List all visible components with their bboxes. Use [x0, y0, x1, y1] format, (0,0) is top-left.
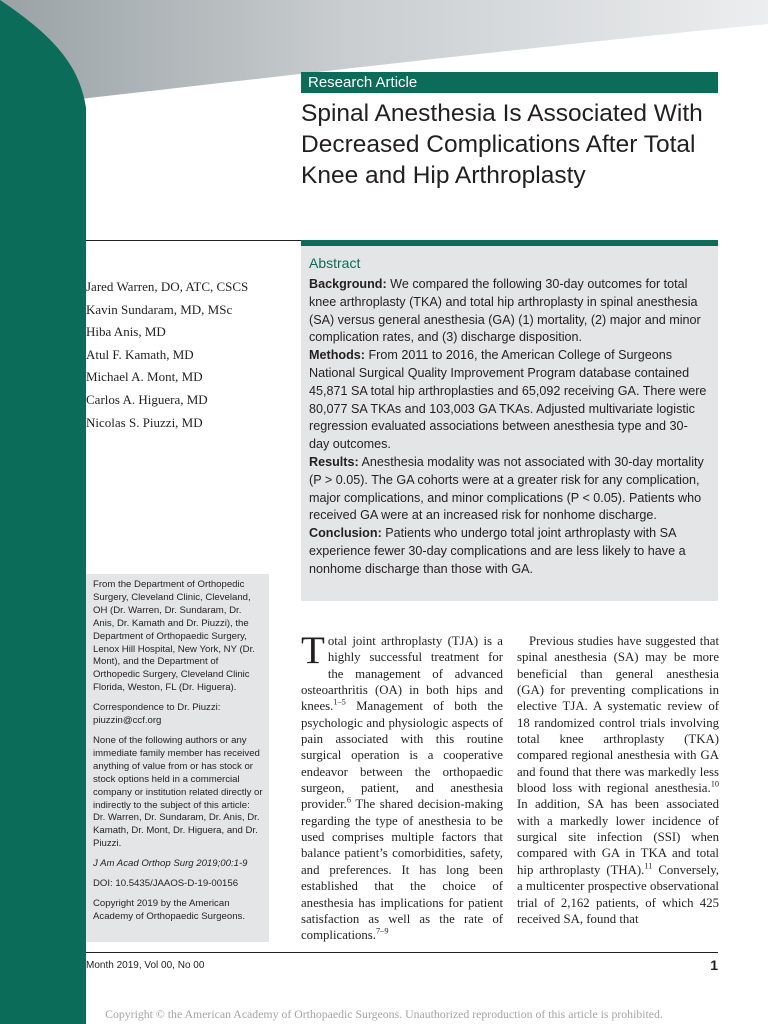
copyright-watermark: Copyright © the American Academy of Orthopaedic Surgeons. Unauthorized reproduction of this article is prohibited. [105, 1007, 663, 1021]
affiliation-note: From the Department of Orthopedic Surgery, Cleveland Clinic, Cleveland, OH (Dr. Warren, Dr. Sundaram, Dr. Anis, Dr. Kamath and Dr. Piuzzi), the Department of Orthopaedic Surgery, Lenox Hill Hospital, New York, NY (Dr. Mont), and the Department of Orthopedic Surgery, Cleveland Clinic Florida, Weston, FL (Dr. Higuera). [93, 579, 255, 694]
abstract-conclusion [309, 525, 708, 578]
reference-marker: 7–9 [376, 926, 389, 936]
author-name: Kavin Sundaram, MD, MSc [86, 301, 233, 317]
journal-citation: J Am Acad Orthop Surg 2019;00:1-9 [93, 858, 248, 870]
abstract-methods-label: Methods: [309, 348, 365, 363]
abstract-results-text: Anesthesia modality was not associated with 30-day mortality (P > 0.05). The GA cohorts were at a greater risk for any complication, major complications, and minor complications (P < 0.05). Patients who received GA were at an increased risk for nonhome discharge. [309, 454, 704, 523]
body-paragraph [301, 629, 503, 944]
article-info-sidebar [86, 574, 269, 942]
body-column-1 [301, 629, 503, 944]
doi-note: DOI: 10.5435/JAAOS-D-19-00156 [93, 878, 239, 890]
abstract-background-text: We compared the following 30-day outcomes for total knee arthroplasty (TKA) and total hip arthroplasty in spinal anesthesia (SA) versus general anesthesia (GA) (1) mortality, (2) major and minor complication rates, and (3) discharge disposition. [309, 277, 701, 345]
body-text: In addition, SA has been associated with a markedly lower incidence of surgical site infection (SSI) when compared with GA in TKA and total hip arthroplasty (THA). [517, 797, 719, 877]
author-name: Michael A. Mont, MD [86, 369, 203, 385]
drop-cap: T [301, 629, 325, 672]
issue-info: Month 2019, Vol 00, No 00 [86, 960, 205, 971]
body-text: otal joint arthroplasty (TJA) is a highly successful treatment for the management of advanced osteoarthritis (OA) in both hips and knees. [301, 634, 503, 714]
body-text: Management of both the psychologic and physiologic aspects of pain associated with this routine surgical operation is a cooperative endeavor between the orthopaedic surgeon, patient, and anesthesia provider. [301, 699, 503, 812]
article-type-label: Research Article [301, 72, 718, 93]
abstract-background [309, 276, 708, 347]
abstract-results-label: Results: [309, 454, 359, 469]
abstract-panel [301, 246, 718, 601]
disclosure-note: None of the following authors or any immediate family member has received anything of value from or has stock or stock options held in a commercial company or institution related directly or indirectly to the subject of this article: Dr. Warren, Dr. Sundaram, Dr. Anis, Dr. Kamath, Dr. Mont, Dr. Higuera, and Dr. Piuzzi. [93, 734, 263, 850]
article-title: Spinal Anesthesia Is Associated With Decreased Complications After Total Knee and Hip Arthroplasty [301, 100, 703, 189]
body-column-2 [517, 633, 719, 927]
header-rule [86, 240, 301, 241]
abstract-methods-text: From 2011 to 2016, the American College of Surgeons National Surgical Quality Improvement Program database contained 45,871 SA total hip arthroplasties and 65,092 receiving GA. There were 80,077 SA TKAs and 103,003 GA TKAs. Adjusted multivariate logistic regression evaluated associations between anesthesia type and 30-day outcomes. [309, 348, 707, 452]
abstract-conclusion-text: Patients who undergo total joint arthroplasty with SA experience fewer 30-day complications and are less likely to have a nonhome discharge than those with GA. [309, 526, 686, 576]
author-name: Nicolas S. Piuzzi, MD [86, 414, 203, 430]
author-name: Atul F. Kamath, MD [86, 346, 194, 362]
author-name: Hiba Anis, MD [86, 324, 166, 340]
abstract-results [309, 454, 708, 525]
left-green-band [0, 0, 86, 1024]
copyright-note: Copyright 2019 by the American Academy of Orthopaedic Surgeons. [93, 897, 245, 922]
page-number: 1 [710, 957, 718, 973]
abstract-methods [309, 347, 708, 454]
reference-marker: 10 [710, 779, 719, 789]
body-text: Conversely, a multicenter prospective observational trial of 2,162 patients, of which 425 received SA, found that [517, 862, 719, 926]
reference-marker: 11 [644, 861, 653, 871]
body-text: Previous studies have suggested that spinal anesthesia (SA) may be more beneficial than general anesthesia (GA) for preventing complications in elective TJA. A systematic review of 18 randomized control trials involving total knee arthroplasty (TKA) compared regional anesthesia with GA and found that there was markedly less blood loss with regional anesthesia. [517, 634, 719, 796]
body-paragraph [517, 633, 719, 927]
author-name: Jared Warren, DO, ATC, CSCS [86, 279, 249, 294]
body-text: The shared decision-making regarding the type of anesthesia to be used comprises multiple factors that balance patient’s comorbidities, safety, and preferences. It has long been established that the choice of anesthesia has implications for patient satisfaction as well as the rate of complications. [301, 797, 503, 943]
abstract-heading: Abstract [309, 255, 361, 271]
correspondence-note: Correspondence to Dr. Piuzzi: piuzzin@ccf.org [93, 702, 221, 727]
author-list [86, 276, 296, 434]
footer-rule [86, 952, 718, 953]
reference-marker: 6 [346, 796, 352, 806]
reference-marker: 1–5 [333, 698, 346, 708]
author-name: Carlos A. Higuera, MD [86, 391, 208, 407]
abstract-background-label: Background: [309, 277, 387, 291]
abstract-conclusion-label: Conclusion: [309, 526, 382, 541]
